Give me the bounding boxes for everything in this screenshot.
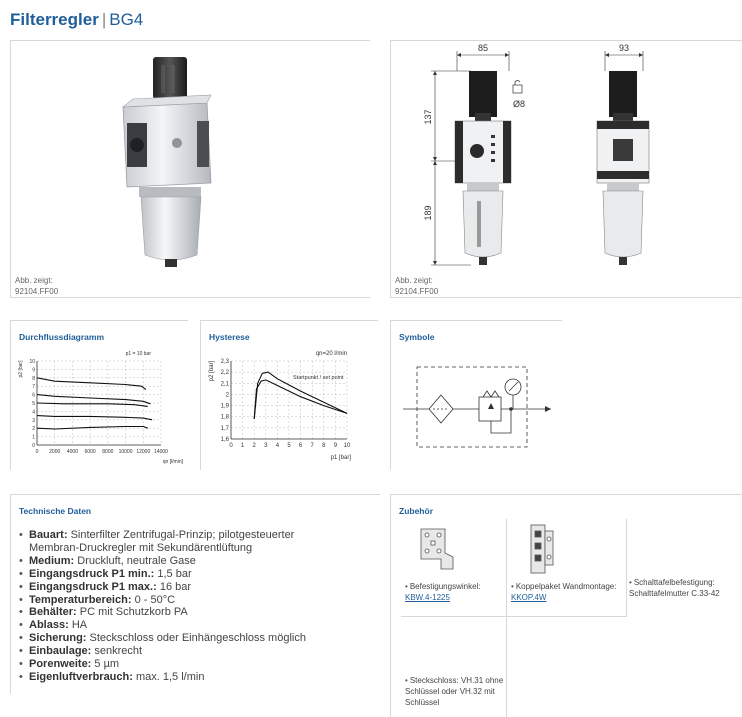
- series-line-3: [37, 403, 148, 406]
- bracket-text: • Befestigungswinkel: KBW.4-1225: [405, 582, 481, 602]
- series-line-1: [37, 378, 146, 390]
- td-item: [19, 632, 341, 645]
- y-tick-label: 2: [32, 426, 35, 433]
- td-item: [19, 671, 341, 684]
- product-photo: [11, 41, 371, 271]
- hysteresis-chart: [201, 345, 379, 469]
- x-tick-label: 4000: [66, 449, 78, 455]
- technical-data-list: [19, 529, 341, 684]
- title-main: Filterregler: [10, 10, 99, 29]
- chart-annotation: p1 = 10 bar: [125, 351, 151, 357]
- plug-lock-value-3: Schlüssel: [405, 698, 440, 707]
- bracket-image: [415, 523, 459, 571]
- td-item: [19, 581, 341, 594]
- photo-caption-line1: Abb. zeigt:: [15, 276, 53, 285]
- panel-mount-text: • Schalttafelbefestigung: Schalttafelmutter C.33-42: [629, 578, 720, 598]
- td-item: [19, 645, 341, 658]
- td-item: [19, 555, 341, 568]
- hysteresis-title: Hysterese: [209, 332, 250, 342]
- td-value: Steckschloss oder Einhängeschloss möglich: [89, 632, 306, 645]
- drawing-caption-line2: 92104.FF00: [395, 287, 439, 296]
- accessory-plug-lock[interactable]: [401, 617, 507, 717]
- x-tick-label: 10000: [118, 449, 133, 455]
- dim-width-front: 85: [477, 43, 489, 53]
- y-axis-label: p2 [bar]: [18, 360, 24, 378]
- bracket-link[interactable]: KBW.4-1225: [405, 593, 450, 602]
- lock-icon: [513, 81, 522, 94]
- td-item: [19, 594, 341, 607]
- bracket-label: Befestigungswinkel:: [409, 582, 481, 591]
- x-tick-label: 14000: [154, 449, 168, 455]
- y-tick-label: 6: [32, 392, 35, 399]
- page-title: [10, 10, 143, 30]
- chart-annotation-2: Startpunkt / set point: [293, 375, 344, 381]
- dim-lock-diameter: Ø8: [513, 99, 526, 109]
- series-line-5: [37, 427, 148, 430]
- symbols-title: Symbole: [399, 332, 435, 342]
- y-tick-label: 1,6: [220, 437, 229, 443]
- td-key: Ablass:: [29, 619, 69, 632]
- series-line-2: [37, 395, 150, 404]
- x-tick-label: 0: [35, 449, 39, 455]
- dim-height-bottom: 189: [423, 205, 433, 221]
- td-value: Sinterfilter Zentrifugal-Prinzip; pilotgesteuerter Membran-Druckregler mit Sekundärentlüftung: [29, 529, 295, 554]
- drawing-caption: [395, 275, 438, 297]
- chart-annotation: qn=20 l/min: [315, 351, 347, 357]
- x-tick-label: 7: [310, 443, 314, 449]
- y-tick-label: 2,1: [220, 381, 229, 388]
- td-key: Bauart:: [29, 529, 68, 541]
- td-value: 16 bar: [159, 580, 192, 593]
- x-tick-label: 3: [264, 443, 268, 449]
- technical-data-title: Technische Daten: [19, 506, 92, 516]
- accessories-panel: [390, 494, 742, 717]
- accessory-coupling-kit[interactable]: [507, 519, 627, 617]
- td-value: HA: [71, 619, 88, 632]
- accessory-bracket[interactable]: [401, 519, 507, 617]
- y-tick-label: 8: [32, 375, 35, 382]
- dim-width-side: 93: [618, 43, 630, 53]
- td-item: [19, 606, 341, 619]
- y-tick-label: 5: [32, 401, 35, 407]
- technical-data-panel: [10, 494, 380, 694]
- td-value: 1,5 bar: [157, 567, 192, 580]
- td-value: max. 1,5 l/min: [135, 670, 205, 683]
- photo-caption: [15, 275, 58, 297]
- x-tick-label: 12000: [136, 449, 151, 455]
- x-tick-label: 10: [343, 443, 351, 449]
- panel-mount-label: Schalttafelbefestigung:: [633, 578, 715, 587]
- flow-chart: [11, 345, 189, 469]
- y-tick-label: 9: [32, 367, 35, 374]
- y-tick-label: 10: [29, 359, 35, 365]
- td-key: Einbaulage:: [29, 645, 92, 658]
- accessory-panel-mount[interactable]: [627, 519, 742, 617]
- x-tick-label: 4: [275, 443, 280, 449]
- td-item: [19, 658, 341, 671]
- y-tick-label: 2,2: [220, 370, 229, 377]
- y-tick-label: 1,9: [220, 403, 229, 410]
- y-axis-label: p2 [bar]: [209, 360, 215, 382]
- coupling-kit-image: [523, 521, 563, 577]
- td-key: Eingangsdruck P1 max.:: [29, 580, 157, 593]
- td-key: Medium:: [29, 554, 75, 567]
- y-tick-label: 3: [32, 417, 35, 424]
- coupling-kit-link[interactable]: KKOP.4W: [511, 593, 547, 602]
- td-value: 5 µm: [94, 658, 120, 671]
- y-tick-label: 7: [32, 384, 35, 391]
- plug-lock-value-1: VH.31 ohne: [460, 676, 504, 685]
- td-value: Druckluft, neutrale Gase: [77, 554, 196, 567]
- x-tick-label: 2: [252, 443, 256, 449]
- coupling-kit-label: Koppelpaket Wandmontage:: [515, 582, 617, 591]
- dim-height-top: 137: [423, 109, 433, 125]
- plug-lock-label: Steckschloss:: [409, 676, 459, 685]
- symbols-panel: [390, 320, 562, 470]
- plug-lock-value-2: Schlüssel oder VH.32 mit: [405, 687, 495, 696]
- y-tick-label: 4: [32, 409, 35, 416]
- td-item: [19, 529, 341, 555]
- td-key: Eingangsdruck P1 min.:: [29, 567, 155, 580]
- panel-mount-value: Schalttafelmutter C.33-42: [629, 589, 720, 598]
- y-tick-label: 1: [32, 434, 35, 441]
- plug-lock-text: • Steckschloss: VH.31 ohne Schlüssel oder VH.32 mit Schlüssel: [405, 676, 504, 707]
- x-axis-label: qn [l/min]: [162, 459, 183, 465]
- technical-drawing-panel: [390, 40, 742, 298]
- x-axis-label: p1 [bar]: [330, 455, 351, 461]
- x-tick-label: 1: [240, 443, 245, 449]
- y-tick-label: 0: [32, 443, 35, 449]
- td-value: senkrecht: [94, 645, 143, 658]
- x-tick-label: 9: [333, 443, 338, 449]
- x-tick-label: 6000: [84, 449, 96, 455]
- title-code: BG4: [109, 10, 144, 29]
- y-tick-label: 2,3: [220, 359, 229, 365]
- technical-drawing: [391, 41, 742, 275]
- td-item: [19, 619, 341, 632]
- photo-caption-line2: 92104.FF00: [15, 287, 59, 296]
- x-tick-label: 6: [298, 443, 303, 449]
- td-key: Eigenluftverbrauch:: [29, 670, 133, 683]
- pneumatic-symbol: [391, 361, 563, 461]
- x-tick-label: 2000: [49, 449, 61, 455]
- x-tick-label: 5: [287, 443, 291, 449]
- accessories-title: Zubehör: [399, 506, 433, 516]
- series-line-4: [37, 416, 152, 420]
- product-photo-panel: [10, 40, 370, 298]
- td-key: Porenweite:: [29, 658, 92, 671]
- title-separator: |: [101, 10, 107, 29]
- td-key: Behälter:: [29, 606, 77, 619]
- y-tick-label: 1,7: [220, 425, 229, 432]
- flow-diagram-panel: [10, 320, 188, 470]
- drawing-caption-line1: Abb. zeigt:: [395, 276, 433, 285]
- coupling-kit-text: • Koppelpaket Wandmontage: KKOP.4W: [511, 582, 617, 602]
- x-tick-label: 8: [322, 443, 326, 449]
- hysteresis-panel: [200, 320, 378, 470]
- td-item: [19, 568, 341, 581]
- td-key: Sicherung:: [29, 632, 87, 645]
- td-key: Temperaturbereich:: [29, 593, 132, 606]
- y-tick-label: 2: [225, 392, 229, 399]
- x-tick-label: 8000: [102, 449, 114, 455]
- td-value: 0 - 50°C: [134, 593, 176, 606]
- x-tick-label: 0: [229, 443, 233, 449]
- td-value: PC mit Schutzkorb PA: [79, 606, 188, 619]
- y-tick-label: 1,8: [220, 414, 229, 421]
- flow-diagram-title: Durchflussdiagramm: [19, 332, 105, 342]
